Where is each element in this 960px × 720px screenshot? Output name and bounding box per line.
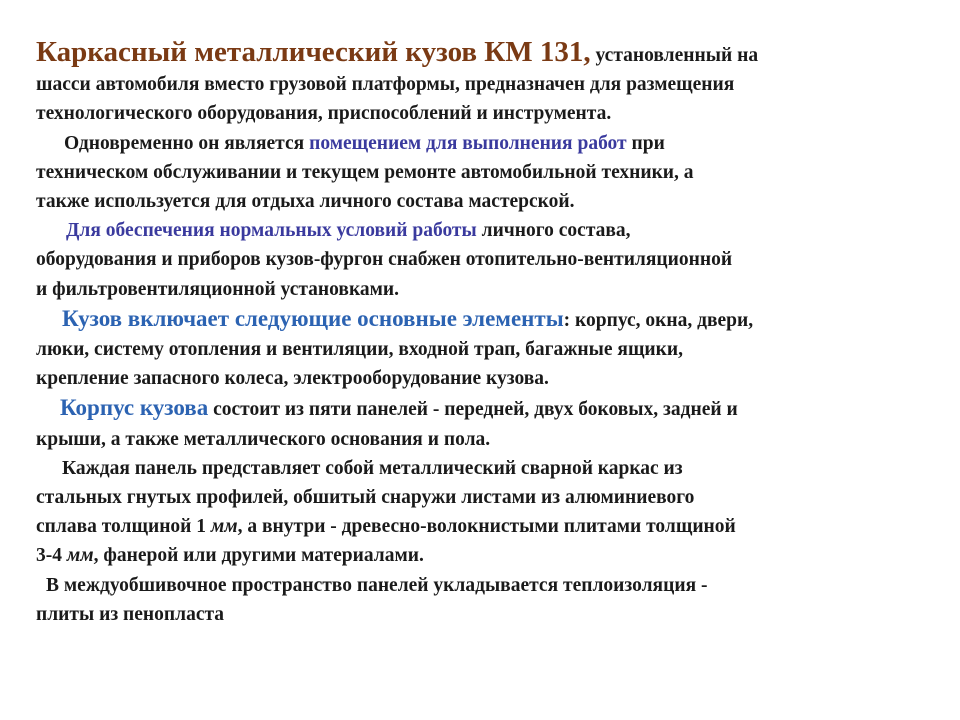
conditions-highlight: Для обеспечения нормальных условий работы: [66, 220, 477, 242]
slide-title: Каркасный металлический кузов КМ 131,: [36, 36, 591, 68]
panels-line-4-start: 3-4: [36, 545, 67, 567]
insulation-line-2: плиты из пенопласта: [36, 603, 225, 625]
panels-line-4: [36, 541, 916, 570]
paragraph-insulation: [36, 571, 916, 629]
workspace-highlight: помещением для выполнения работ: [309, 132, 627, 154]
workspace-line-3: также используется для отдыха личного состава мастерской.: [36, 191, 575, 213]
conditions-line-1: [36, 216, 916, 245]
elements-line-3: крепление запасного колеса, электрооборудование кузова.: [36, 368, 549, 390]
intro-line-3: технологического оборудования, приспособлений и инструмента.: [36, 103, 612, 125]
conditions-line-3: и фильтровентиляционной установками.: [36, 278, 400, 300]
workspace-line-2: техническом обслуживании и текущем ремонте автомобильной техники, а: [36, 161, 694, 183]
elements-highlight: Кузов включает следующие основные элементы: [62, 305, 564, 331]
insulation-line-1: В междуобшивочное пространство панелей укладывается теплоизоляция -: [46, 574, 708, 596]
paragraph-elements: [36, 304, 916, 394]
shell-line-1-tail: состоит из пяти панелей - передней, двух боковых, задней и: [208, 399, 738, 421]
paragraph-panels: [36, 454, 916, 571]
unit-mm-2: мм: [66, 545, 94, 567]
intro-line-1: [36, 38, 916, 70]
intro-line-2: шасси автомобиля вместо грузовой платформы, предназначен для размещения: [36, 74, 735, 96]
workspace-lead: Одновременно он является: [64, 132, 310, 154]
panels-line-3: [36, 512, 916, 541]
shell-line-1: [36, 393, 916, 424]
paragraph-body-shell: [36, 393, 916, 453]
conditions-line-2: оборудования и приборов кузов-фургон снабжен отопительно-вентиляционной: [36, 249, 733, 271]
elements-line-1-tail: : корпус, окна, двери,: [563, 309, 754, 331]
panels-line-1: Каждая панель представляет собой металлический сварной каркас из: [62, 457, 683, 479]
workspace-line-1: [36, 129, 916, 158]
conditions-line-1-tail: личного состава,: [476, 220, 631, 242]
shell-line-2: крыши, а также металлического основания и пола.: [36, 428, 491, 450]
paragraph-intro: [36, 38, 916, 129]
slide-body-text: [36, 38, 916, 629]
unit-mm-1: мм: [210, 516, 238, 538]
workspace-line-1-tail: при: [626, 132, 665, 154]
elements-line-1: [36, 304, 916, 335]
elements-line-2: люки, систему отопления и вентиляции, входной трап, багажные ящики,: [36, 339, 683, 361]
paragraph-workspace: [36, 129, 916, 217]
panels-line-3-start: сплава толщиной 1: [36, 516, 211, 538]
intro-line-1-tail: установленный на: [590, 45, 759, 66]
paragraph-conditions: [36, 216, 916, 304]
panels-line-4-end: , фанерой или другими материалами.: [93, 545, 424, 567]
panels-line-2: стальных гнутых профилей, обшитый снаружи листами из алюминиевого: [36, 487, 695, 509]
panels-line-3-end: , а внутри - древесно-волокнистыми плитами толщиной: [237, 516, 736, 538]
shell-highlight: Корпус кузова: [60, 395, 209, 421]
